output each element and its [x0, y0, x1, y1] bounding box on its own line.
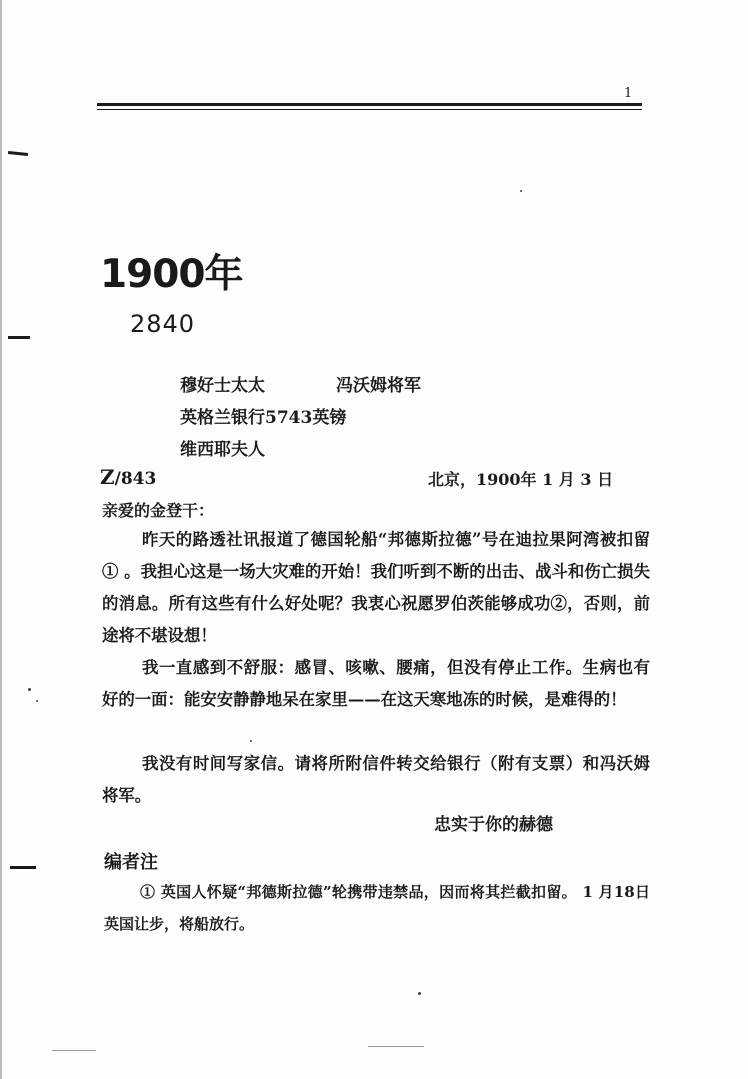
- margin-mark: [10, 866, 36, 869]
- recipient-line-2: 英格兰银行5743英镑: [180, 408, 347, 428]
- letter-date: 北京，1900年 1 月 3 日: [428, 470, 614, 489]
- scan-dash: [52, 1050, 96, 1051]
- margin-mark: [0, 0, 2, 1079]
- scan-dash: [368, 1046, 424, 1047]
- reference-number: [100, 465, 156, 489]
- document-number: 2840: [130, 310, 196, 338]
- reference-prefix: Z: [100, 465, 115, 489]
- body-paragraph-2: 我一直感到不舒服：感冒、咳嗽、腰痛，但没有停止工作。生病也有好的一面：能安安静静地呆在家里——在这天寒地冻的时候，是难得的！: [102, 658, 650, 709]
- body-paragraph-3: 我没有时间写家信。请将所附信件转交给银行（附有支票）和冯沃姆将军。: [102, 754, 650, 805]
- salutation: 亲爱的金登干：: [102, 501, 215, 520]
- page-number: 1: [624, 86, 633, 101]
- recipient-line-3: 维西耶夫人: [180, 440, 265, 460]
- margin-mark: [8, 336, 30, 339]
- year-heading: 1900年: [100, 252, 243, 297]
- recipient-mrs: 穆好士太太: [180, 376, 265, 396]
- scan-speck: [250, 740, 252, 742]
- scan-speck: [418, 992, 421, 995]
- body-paragraph-1: 昨天的路透社讯报道了德国轮船“邦德斯拉德”号在迪拉果阿湾被扣留① 。我担心这是一场大灾难的开始！我们听到不断的出击、战斗和伤亡损失的消息。所有这些有什么好处呢？我衷心祝愿罗伯茨能够成功②，否则，前途将不堪设想！: [102, 530, 650, 645]
- scan-speck: [28, 688, 31, 691]
- scan-speck: [520, 190, 522, 192]
- reference-digits: /843: [114, 469, 157, 489]
- editor-footnote: ① 英国人怀疑“邦德斯拉德”轮携带违禁品，因而将其拦截扣留。 1 月18日英国让步，将船放行。: [104, 883, 650, 933]
- margin-mark: [8, 151, 28, 156]
- scan-speck: [36, 700, 38, 702]
- recipient-line-1: [180, 370, 421, 402]
- header-rule-thin: [97, 109, 642, 110]
- closing-signature: 忠实于你的赫德: [434, 815, 553, 835]
- recipient-general: 冯沃姆将军: [336, 376, 421, 396]
- editor-note-title: 编者注: [104, 852, 158, 873]
- header-rule: [97, 103, 642, 106]
- recipients-block: [180, 370, 421, 466]
